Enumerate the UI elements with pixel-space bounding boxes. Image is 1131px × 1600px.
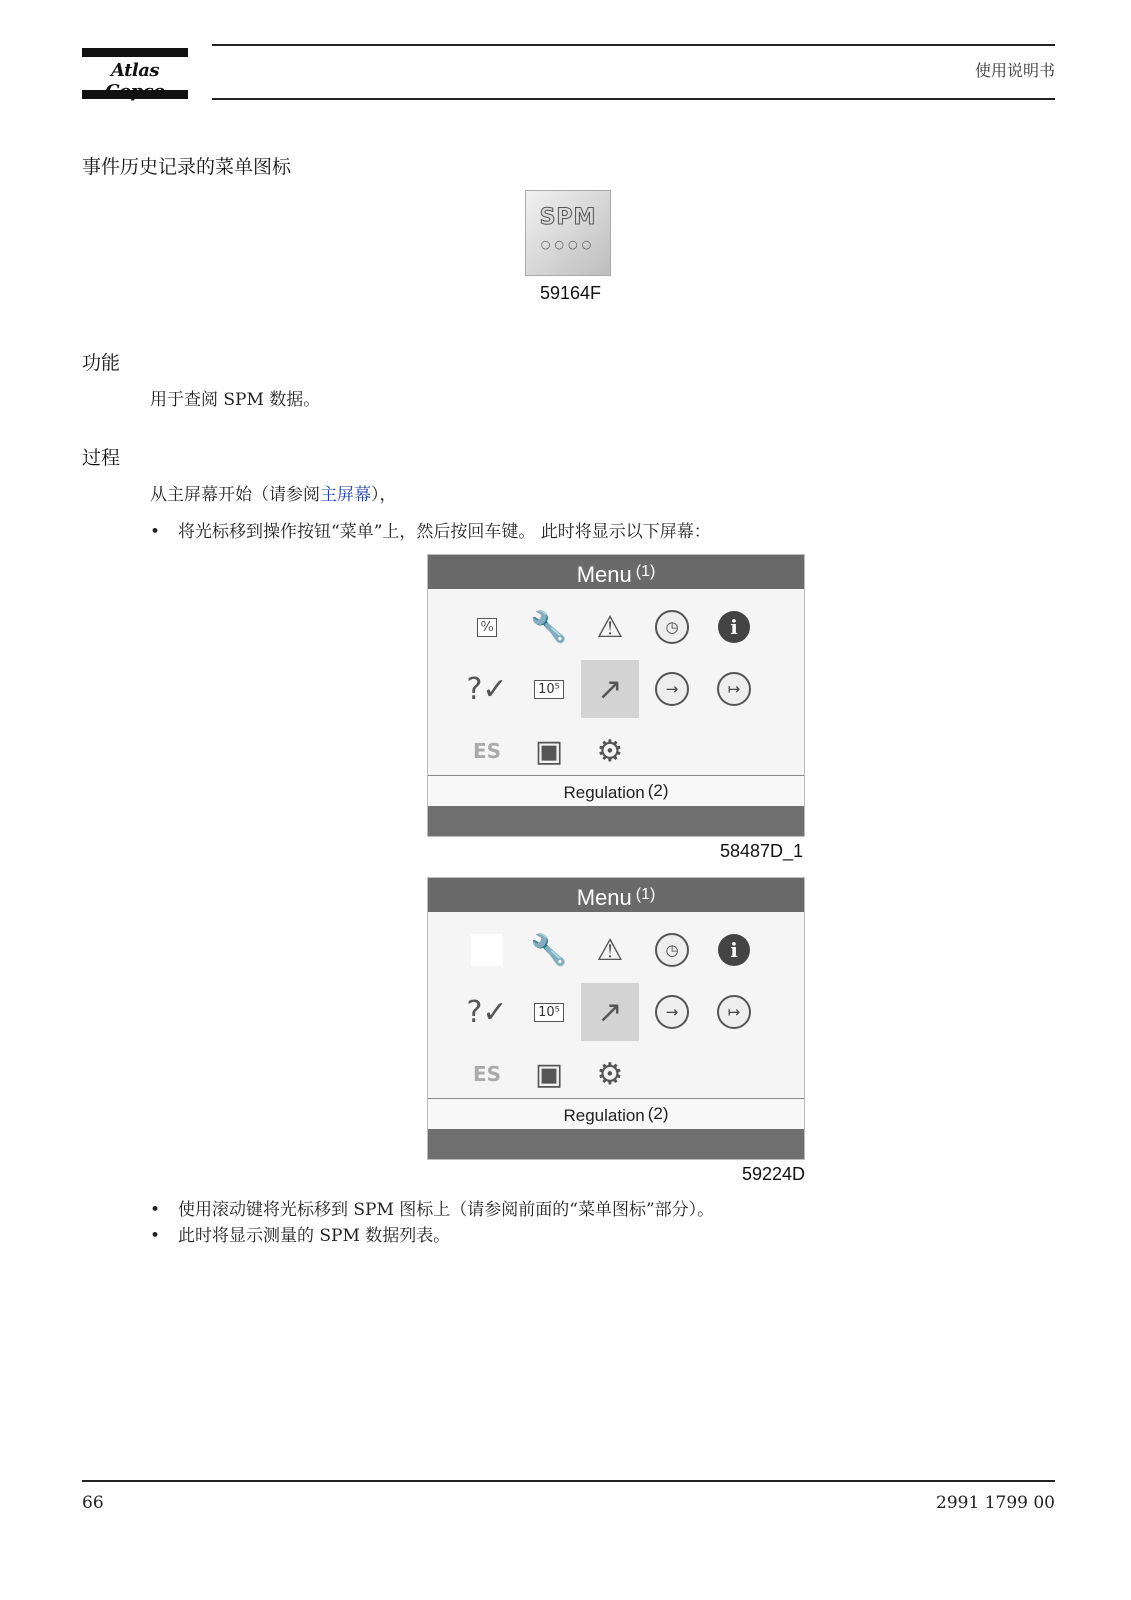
clock-icon[interactable]: ◷ (644, 922, 700, 978)
menu-screen-2 (427, 877, 805, 1160)
document-title: 使用说明书 (974, 61, 1055, 80)
footer-rule (82, 1480, 1055, 1482)
access-out-icon[interactable]: ↦ (706, 661, 762, 717)
header-top-rule (212, 44, 1055, 46)
screen-1-title: Menu (576, 562, 632, 587)
screen-2-caption: 59224D (742, 1164, 806, 1184)
spm-icon-label: SPM (539, 205, 597, 230)
test-icon[interactable]: ?✓ (466, 994, 508, 1030)
counter-icon[interactable]: 10⁵ (521, 984, 577, 1040)
screen-2-bottom-bar (428, 1129, 804, 1159)
screen-2-title-ref: (1) (635, 886, 656, 903)
warning-icon[interactable]: ⚠ (596, 932, 624, 968)
screen-2-footer-ref: (2) (647, 1104, 669, 1123)
save-icon[interactable]: ▣ (534, 733, 564, 769)
brand-wordmark: Atlas (110, 60, 160, 81)
screen-1-footer-label: Regulation (563, 783, 645, 802)
bullet-item-2: • 使用滚动键将光标移到 SPM 图标上（请参阅前面的“菜单图标”部分）。 (150, 1200, 715, 1220)
spm-icon-dots: ○○○○ (540, 238, 596, 251)
es-icon[interactable]: ES (472, 739, 502, 763)
bullet-item-3: • 此时将显示测量的 SPM 数据列表。 (150, 1226, 451, 1246)
spm-icon (525, 190, 611, 276)
screen-2-footer-label: Regulation (563, 1106, 645, 1125)
procedure-intro (150, 480, 397, 505)
document-number: 2991 1799 00 (936, 1493, 1055, 1513)
screen-2-header (428, 878, 804, 912)
main-screen-link[interactable]: 主屏幕 (320, 485, 371, 505)
screen-1-bottom-bar (428, 806, 804, 836)
spm-trend-icon[interactable]: ↗ (581, 660, 639, 718)
bullet-item-1: • 将光标移到操作按钮“菜单”上，然后按回车键。 此时将显示以下屏幕： (150, 522, 711, 542)
blank-icon[interactable] (459, 922, 515, 978)
function-text: 用于查阅 SPM 数据。 (150, 390, 321, 410)
screen-1-header (428, 555, 804, 589)
header-bottom-rule (212, 98, 1055, 100)
intro-suffix: ）， (371, 485, 397, 505)
clock-icon[interactable]: ◷ (644, 599, 700, 655)
screen-1-title-ref: (1) (635, 563, 656, 580)
procedure-heading: 过程 (82, 447, 121, 469)
menu-screen-1 (427, 554, 805, 837)
spm-trend-icon[interactable]: ↗ (581, 983, 639, 1041)
wrench-icon[interactable]: 🔧 (530, 609, 568, 645)
access-in-icon[interactable]: → (644, 661, 700, 717)
screen-2-title: Menu (576, 885, 632, 910)
bullet-1-text: 将光标移到操作按钮“菜单”上，然后按回车键。 此时将显示以下屏幕： (178, 522, 711, 542)
intro-prefix: 从主屏幕开始（请参阅 (150, 485, 320, 505)
screen-1-icon-grid (428, 589, 804, 775)
screen-1-footer-ref: (2) (647, 781, 669, 800)
counter-icon[interactable]: 10⁵ (521, 661, 577, 717)
settings-icon[interactable]: ⚙ (596, 1056, 624, 1092)
function-heading: 功能 (82, 352, 121, 374)
section-title: 事件历史记录的菜单图标 (82, 156, 292, 178)
screen-1-footer (428, 775, 804, 806)
bullet-2-text: 使用滚动键将光标移到 SPM 图标上（请参阅前面的“菜单图标”部分）。 (178, 1200, 715, 1220)
screen-2-icon-grid (428, 912, 804, 1098)
settings-icon[interactable]: ⚙ (596, 733, 624, 769)
info-icon[interactable]: i (706, 922, 762, 978)
info-icon[interactable]: i (706, 599, 762, 655)
setpoint-icon[interactable]: ⁰⁄₀ (459, 599, 515, 655)
atlas-copco-logo (82, 48, 188, 100)
screen-1-caption: 58487D_1 (720, 841, 804, 861)
access-in-icon[interactable]: → (644, 984, 700, 1040)
test-icon[interactable]: ?✓ (466, 671, 508, 707)
screen-2-footer (428, 1098, 804, 1129)
save-icon[interactable]: ▣ (534, 1056, 564, 1092)
access-out-icon[interactable]: ↦ (706, 984, 762, 1040)
es-icon[interactable]: ES (472, 1062, 502, 1086)
bullet-3-text: 此时将显示测量的 SPM 数据列表。 (178, 1226, 451, 1246)
wrench-icon[interactable]: 🔧 (530, 932, 568, 968)
page-number: 66 (82, 1493, 104, 1513)
icon-caption: 59164F (540, 283, 602, 303)
warning-icon[interactable]: ⚠ (596, 609, 624, 645)
